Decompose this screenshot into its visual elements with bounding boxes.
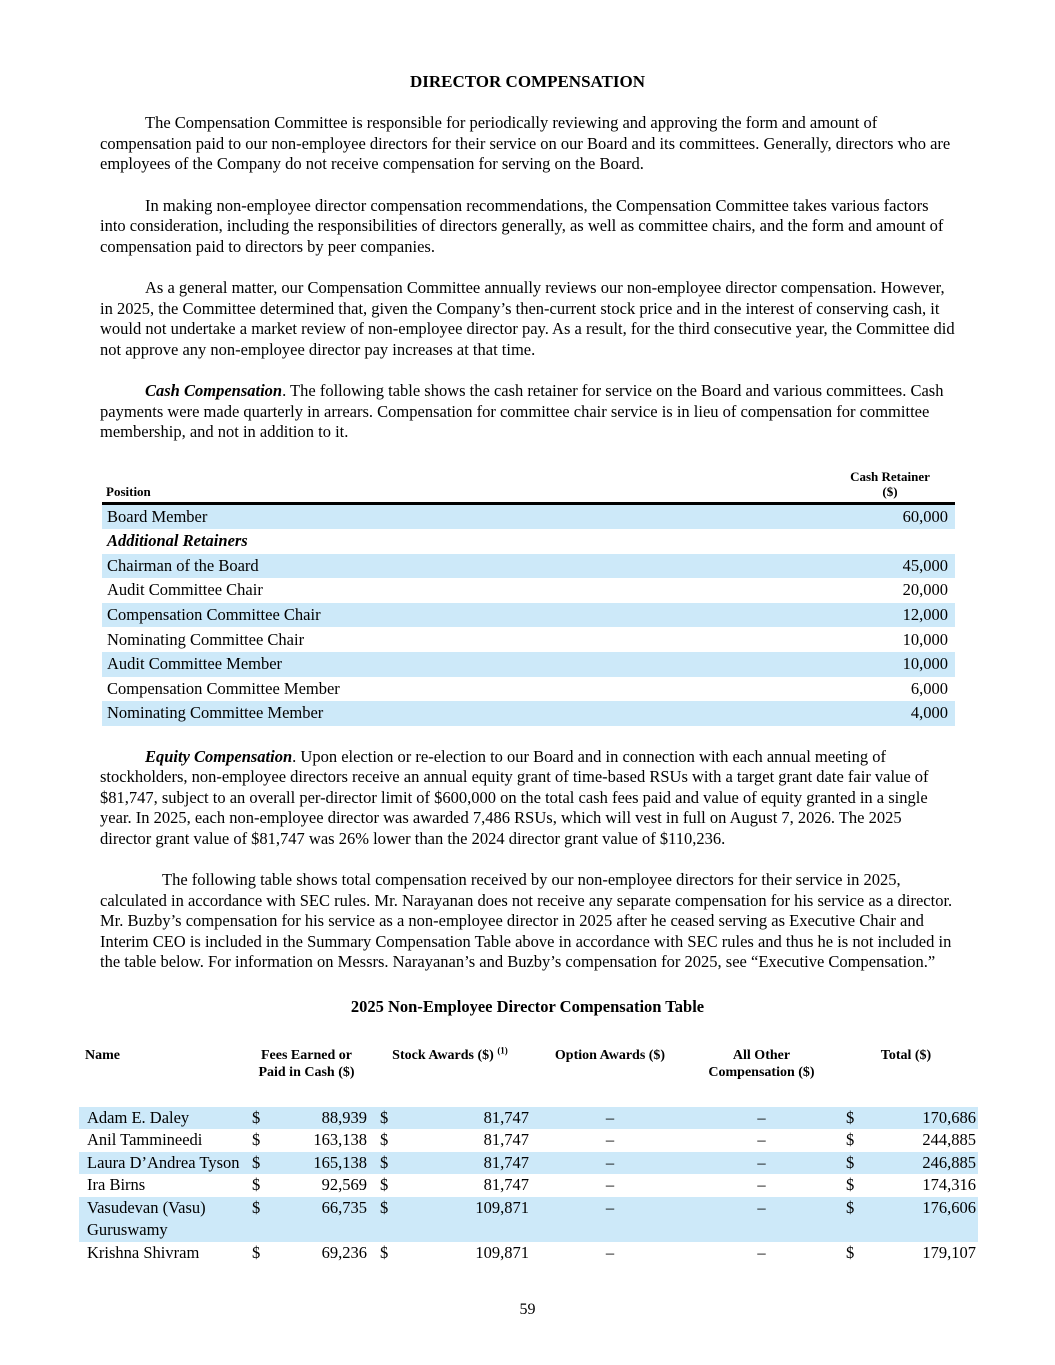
fees-earned-amount: 92,569	[321, 1175, 367, 1195]
retainer-position-label: Chairman of the Board	[107, 555, 259, 575]
all-other-compensation-value: –	[757, 1197, 766, 1217]
fees-currency-symbol: $	[252, 1130, 261, 1150]
fees-earned-amount: 165,138	[313, 1152, 367, 1172]
total-amount: 246,885	[922, 1152, 976, 1172]
retainer-position-label: Additional Retainers	[107, 531, 248, 551]
fees-earned-amount: 66,735	[321, 1197, 367, 1217]
compensation-table-row	[79, 1174, 978, 1197]
total-currency-symbol: $	[846, 1107, 855, 1127]
retainer-amount: 20,000	[902, 580, 948, 600]
retainer-position-label: Compensation Committee Member	[107, 678, 340, 698]
all-other-compensation-value: –	[757, 1175, 766, 1195]
retainer-table-row	[102, 529, 955, 554]
retainer-position-label: Nominating Committee Chair	[107, 629, 305, 649]
page-number: 59	[519, 1301, 536, 1319]
retainer-table-row	[102, 505, 955, 530]
total-currency-symbol: $	[846, 1152, 855, 1172]
stock-currency-symbol: $	[380, 1130, 389, 1150]
name-column-header: Name	[85, 1047, 120, 1063]
director-name: Anil Tammineedi	[87, 1130, 203, 1150]
all-other-compensation-value: –	[757, 1107, 766, 1127]
director-name: Laura D’Andrea Tyson	[87, 1152, 240, 1172]
compensation-table-row	[79, 1107, 978, 1130]
stock-currency-symbol: $	[380, 1197, 389, 1217]
compensation-table-row	[79, 1152, 978, 1175]
director-name: Adam E. Daley	[87, 1107, 190, 1127]
total-amount: 174,316	[922, 1175, 976, 1195]
director-compensation-table-header	[79, 1047, 978, 1081]
fees-currency-symbol: $	[252, 1107, 261, 1127]
retainer-table-row	[102, 627, 955, 652]
stock-awards-footnote-ref: (1)	[497, 1045, 508, 1056]
retainer-table-row	[102, 554, 955, 579]
retainer-amount: 10,000	[902, 654, 948, 674]
all-other-compensation-column-header	[689, 1047, 834, 1081]
fees-currency-symbol: $	[252, 1242, 261, 1262]
paragraph-recommendations: In making non-employee director compensation recommendations, the Compensation Committee takes various factors into consideration, including the responsibilities of directors generally, as well as committee chairs, and the form and amount of compensation paid to directors by peer companies.	[100, 195, 944, 256]
option-awards-value: –	[605, 1152, 615, 1172]
stock-awards-amount: 109,871	[475, 1242, 529, 1262]
option-awards-value: –	[605, 1107, 615, 1127]
retainer-amount: 4,000	[910, 703, 948, 723]
cash-retainer-column-header	[825, 469, 955, 499]
option-awards-value: –	[605, 1242, 615, 1262]
retainer-amount: 12,000	[902, 604, 948, 624]
cash-retainer-table-body	[102, 505, 955, 726]
total-currency-symbol: $	[846, 1130, 855, 1150]
stock-currency-symbol: $	[380, 1242, 389, 1262]
paragraph-annual-review: As a general matter, our Compensation Committee annually reviews our non-employee director compensation. However, in 2025, the Committee determined that, given the Company’s then-current stock price and in the interest of conserving cash, it would not undertake a market review of non-employee director pay. As a result, for the third consecutive year, the Committee did not approve any non-employee director pay increases at that time.	[100, 278, 955, 359]
cash-retainer-header-line1: Cash Retainer	[850, 468, 930, 484]
cash-retainer-table	[102, 469, 955, 726]
option-awards-value: –	[605, 1130, 615, 1150]
paragraph-equity-compensation	[100, 747, 955, 850]
total-currency-symbol: $	[846, 1242, 855, 1262]
fees-earned-amount: 88,939	[321, 1107, 367, 1127]
stock-awards-amount: 109,871	[475, 1197, 529, 1217]
director-name: Krishna Shivram	[87, 1242, 200, 1262]
retainer-table-row	[102, 701, 955, 726]
director-compensation-table	[79, 1047, 978, 1265]
equity-compensation-heading: Equity Compensation	[145, 746, 293, 766]
all-other-compensation-value: –	[757, 1242, 766, 1262]
retainer-table-row	[102, 578, 955, 603]
stock-awards-header-text: Stock Awards ($)	[392, 1047, 494, 1063]
stock-currency-symbol: $	[380, 1107, 389, 1127]
stock-awards-amount: 81,747	[483, 1152, 529, 1172]
total-column-header: Total ($)	[880, 1047, 932, 1063]
stock-awards-amount: 81,747	[483, 1107, 529, 1127]
director-name: Vasudevan (Vasu) Guruswamy	[87, 1197, 206, 1240]
retainer-position-label: Board Member	[107, 506, 208, 526]
director-compensation-table-body	[79, 1107, 978, 1265]
all-other-compensation-value: –	[757, 1152, 766, 1172]
cash-retainer-table-header	[102, 469, 955, 505]
stock-awards-column-header	[369, 1047, 531, 1064]
total-amount: 179,107	[922, 1242, 976, 1262]
retainer-amount: 60,000	[902, 506, 948, 526]
cash-compensation-text: . The following table shows the cash retainer for service on the Board and various committees. Cash payments were made quarterly in arrears. Compensation for committee chair service is in lieu of compensation for committee membership, and not in addition to it.	[100, 381, 944, 441]
compensation-table-row	[79, 1242, 978, 1265]
retainer-position-label: Audit Committee Chair	[107, 580, 263, 600]
fees-currency-symbol: $	[252, 1152, 261, 1172]
cash-retainer-header-line2: ($)	[882, 483, 898, 499]
page-title: DIRECTOR COMPENSATION	[409, 72, 646, 91]
total-currency-symbol: $	[846, 1175, 855, 1195]
stock-currency-symbol: $	[380, 1175, 389, 1195]
fees-currency-symbol: $	[252, 1197, 261, 1217]
total-currency-symbol: $	[846, 1197, 855, 1217]
fees-header-line1: Fees Earned or	[261, 1047, 352, 1063]
total-amount: 244,885	[922, 1130, 976, 1150]
fees-header-line2: Paid in Cash ($)	[258, 1064, 355, 1080]
total-amount: 176,606	[922, 1197, 976, 1217]
stock-awards-amount: 81,747	[483, 1175, 529, 1195]
all-other-header-line2: Compensation ($)	[708, 1064, 815, 1080]
paragraph-committee-responsibility: The Compensation Committee is responsible for periodically reviewing and approving the form and amount of compensation paid to our non-employee directors for their service on our Board and its committees. Generally, directors who are employees of the Company do not receive compensation for serving on the Board.	[100, 113, 951, 173]
fees-currency-symbol: $	[252, 1175, 261, 1195]
retainer-amount: 6,000	[910, 678, 948, 698]
retainer-amount: 10,000	[902, 629, 948, 649]
compensation-table-row	[79, 1129, 978, 1152]
director-name: Ira Birns	[87, 1175, 146, 1195]
retainer-position-label: Compensation Committee Chair	[107, 604, 321, 624]
stock-awards-amount: 81,747	[483, 1130, 529, 1150]
retainer-amount: 45,000	[902, 555, 948, 575]
option-awards-value: –	[605, 1197, 615, 1217]
fees-earned-amount: 163,138	[313, 1130, 367, 1150]
retainer-table-row	[102, 603, 955, 628]
position-column-header: Position	[106, 483, 151, 499]
all-other-header-line1: All Other	[732, 1047, 791, 1063]
paragraph-cash-compensation	[100, 381, 955, 443]
retainer-table-row	[102, 677, 955, 702]
stock-currency-symbol: $	[380, 1152, 389, 1172]
all-other-compensation-value: –	[757, 1130, 766, 1150]
total-amount: 170,686	[922, 1107, 976, 1127]
compensation-table-row	[79, 1197, 978, 1242]
paragraph-sec-rules: The following table shows total compensation received by our non-employee directors for their service in 2025, calculated in accordance with SEC rules. Mr. Narayanan does not receive any separate compensation for his service as a director. Mr. Buzby’s compensation for his service as a non-employee director in 2025 after he ceased serving as Executive Chair and Interim CEO is included in the Summary Compensation Table above in accordance with SEC rules and thus he is not included in the table below. For information on Messrs. Narayanan’s and Buzby’s compensation for 2025, see “Executive Compensation.”	[100, 870, 953, 972]
retainer-table-row	[102, 652, 955, 677]
retainer-position-label: Nominating Committee Member	[107, 703, 324, 723]
compensation-table-title: 2025 Non-Employee Director Compensation Table	[350, 996, 705, 1016]
fees-earned-amount: 69,236	[321, 1242, 367, 1262]
cash-compensation-heading: Cash Compensation	[145, 381, 283, 400]
option-awards-column-header: Option Awards ($)	[554, 1047, 666, 1063]
option-awards-value: –	[605, 1175, 615, 1195]
fees-column-header	[244, 1047, 369, 1081]
retainer-position-label: Audit Committee Member	[107, 654, 283, 674]
equity-compensation-text: . Upon election or re-election to our Board and in connection with each annual meeting of stockholders, non-employee directors receive an annual equity grant of time-based RSUs with a target grant date fair value of $81,747, subject to an overall per-director limit of $600,000 on the total cash fees paid and value of equity granted in a single year. In 2025, each non-employee director was awarded 7,486 RSUs, which will vest in full on August 7, 2026. The 2025 director grant value of $81,747 was 26% lower than the 2024 director grant value of $110,236.	[100, 746, 929, 848]
